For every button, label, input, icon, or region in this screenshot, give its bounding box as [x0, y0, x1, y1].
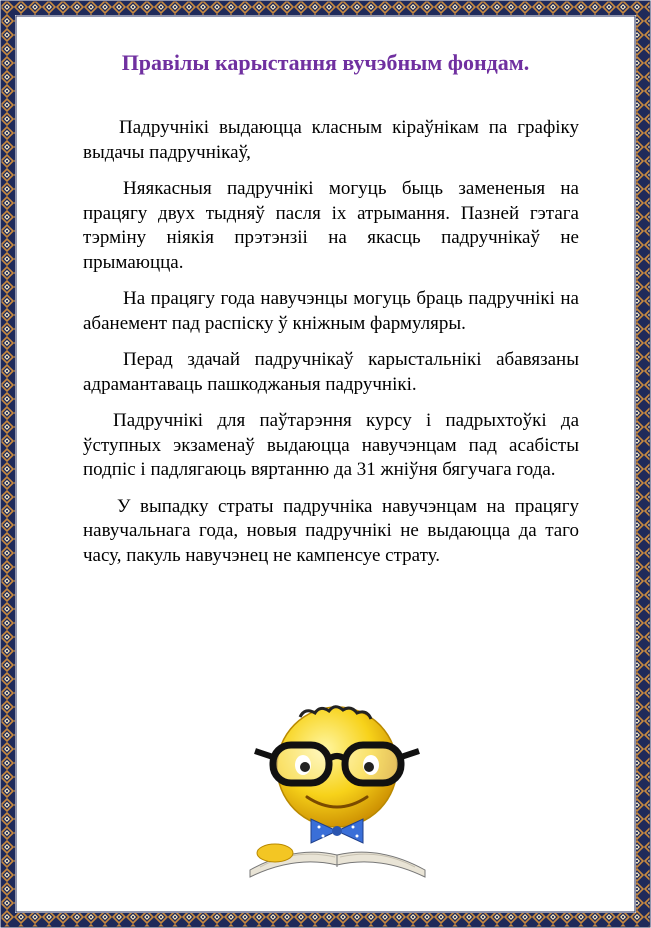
rule-paragraph-4: Перад здачай падручнікаў карыстальнікі абавязаны адрамантаваць пашкоджаныя падручнікі.: [83, 349, 579, 395]
page-title: Правілы карыстання вучэбным фондам.: [121, 50, 530, 75]
smiley-reading-icon: [245, 705, 430, 885]
rule-paragraph-2: Няякасныя падручнікі могуць быць замененыя на працягу двух тыдняў пасля іх атрымання. Пазней гэтага тэрміну ніякія прэтэнзіі на якасць падручнікаў не прымаюцца.: [83, 178, 579, 273]
rule-paragraph-6: У выпадку страты падручніка навучэнцам на працягу навучальнага года, новыя падручнікі не выдаюцца да таго часу, пакуль навучэнец не кампенсуе страту.: [83, 495, 579, 566]
rule-paragraph-1: Падручнікі выдаюцца класным кіраўнікам па графіку выдачы падручнікаў,: [83, 117, 579, 163]
rule-paragraph-5: Падручнікі для паўтарэння курсу і падрыхтоўкі да ўступных экзаменаў выдаюцца навучэнцам пад асабісты подпіс і падлягаюць вяртанню да 31 жніўня бягучага года.: [83, 410, 579, 480]
rule-paragraph-3: На працягу года навучэнцы могуць браць падручнікі на абанемент пад распіску ў кніжным фармуляры.: [83, 288, 579, 334]
rules-text: [83, 116, 579, 580]
